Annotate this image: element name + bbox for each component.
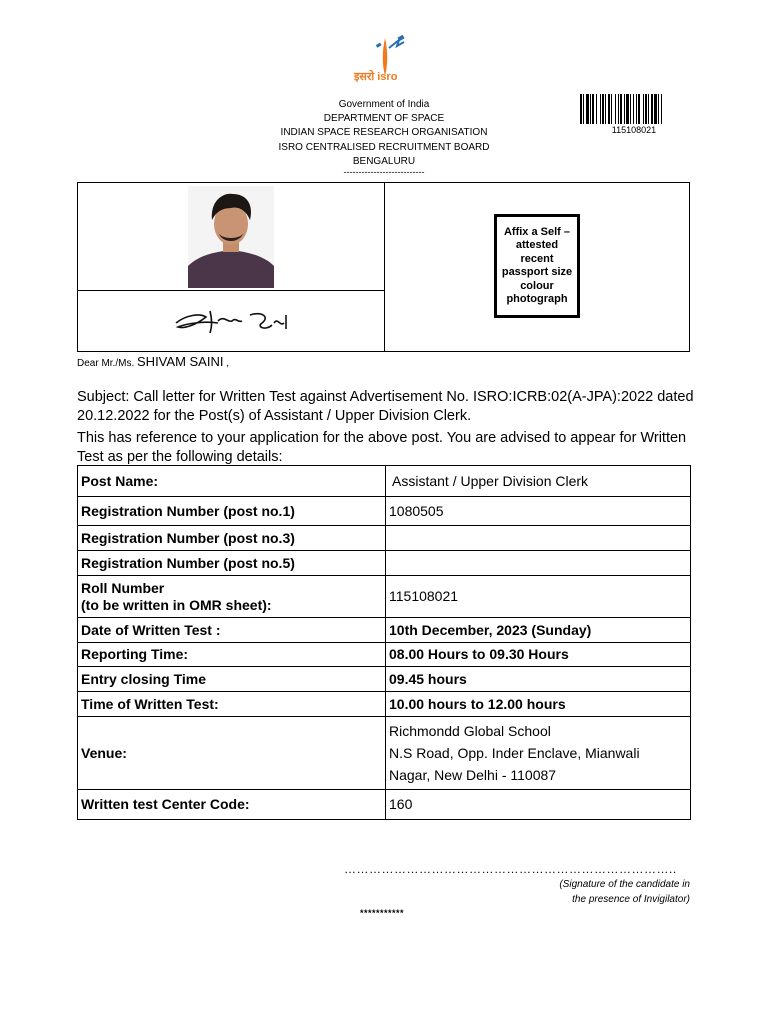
test-date-value: 10th December, 2023 (Sunday)	[386, 618, 691, 643]
signature-text: Shivam Saini	[166, 293, 172, 294]
post-name-label: Post Name:	[78, 466, 386, 497]
reporting-time-value: 08.00 Hours to 09.30 Hours	[386, 643, 691, 667]
registration-3-label: Registration Number (post no.3)	[78, 526, 386, 551]
registration-3-value	[386, 526, 691, 551]
test-time-value: 10.00 hours to 12.00 hours	[386, 692, 691, 717]
venue-value	[386, 717, 691, 790]
table-row	[78, 466, 691, 497]
venue-line-1: Richmondd Global School	[389, 723, 551, 739]
entry-closing-value: 09.45 hours	[386, 667, 691, 692]
salutation-prefix: Dear Mr./Ms.	[77, 358, 135, 369]
affix-instruction: Affix a Self – attested recent passport size colour photograph	[501, 225, 573, 305]
roll-number-value: 115108021	[386, 576, 691, 618]
barcode-number: 115108021	[611, 125, 657, 135]
venue-label: Venue:	[78, 717, 386, 790]
table-row	[78, 497, 691, 526]
logo-text: इसरो isro	[354, 71, 398, 83]
table-row	[78, 551, 691, 576]
reference-paragraph: This has reference to your application for the above post. You are advised to appear for Written Test as per the following details:	[77, 430, 687, 465]
subject-line: Subject: Call letter for Written Test against Advertisement No. ISRO:ICRB:02(A-JPA):2022 dated 20.12.2022 for the Post(s) of Assistant / Upper Division Clerk.	[77, 389, 694, 424]
entry-closing-label: Entry closing Time	[78, 667, 386, 692]
venue-line-2: N.S Road, Opp. Inder Enclave, Mianwali	[389, 745, 640, 761]
roll-number-label-line2: (to be written in OMR sheet):	[81, 596, 272, 613]
signature-divider	[77, 290, 384, 291]
salutation-suffix: ,	[226, 358, 230, 369]
post-name-value: Assistant / Upper Division Clerk	[386, 466, 691, 497]
table-row	[78, 526, 691, 551]
table-row	[78, 717, 691, 790]
registration-1-label: Registration Number (post no.1)	[78, 497, 386, 526]
test-time-label: Time of Written Test:	[78, 692, 386, 717]
table-row	[78, 667, 691, 692]
table-row	[78, 692, 691, 717]
center-code-value: 160	[386, 790, 691, 820]
registration-5-value	[386, 551, 691, 576]
signature-note-line2: the presence of Invigilator)	[572, 894, 690, 905]
header-underline: ---------------------------	[343, 167, 425, 177]
photo-divider	[384, 182, 385, 352]
header-line-3: INDIAN SPACE RESEARCH ORGANISATION	[280, 127, 488, 138]
affix-photo-box	[494, 214, 580, 318]
center-code-label: Written test Center Code:	[78, 790, 386, 820]
footer-stars: ***********	[360, 908, 405, 918]
roll-number-label-line1: Roll Number	[81, 579, 165, 596]
table-row	[78, 790, 691, 820]
candidate-signature	[166, 293, 296, 347]
signature-note-line1: (Signature of the candidate in	[559, 879, 690, 890]
header-line-4: ISRO CENTRALISED RECRUITMENT BOARD	[278, 142, 490, 153]
table-row	[78, 576, 691, 618]
venue-line-3: Nagar, New Delhi - 110087	[389, 767, 557, 783]
registration-1-value: 1080505	[386, 497, 691, 526]
header-line-5: BENGALURU	[352, 156, 416, 167]
header-line-2: DEPARTMENT OF SPACE	[323, 113, 445, 124]
table-row	[78, 643, 691, 667]
candidate-name: SHIVAM SAINI	[137, 354, 224, 369]
registration-5-label: Registration Number (post no.5)	[78, 551, 386, 576]
test-date-label: Date of Written Test :	[78, 618, 386, 643]
reporting-time-label: Reporting Time:	[78, 643, 386, 667]
signature-line: ……………………………………………………………………..	[344, 864, 677, 874]
table-row	[78, 618, 691, 643]
salutation	[77, 352, 229, 374]
roll-number-label	[78, 576, 386, 618]
barcode	[580, 94, 688, 124]
candidate-photo	[188, 186, 274, 288]
isro-logo	[352, 34, 422, 94]
exam-details-table	[77, 465, 691, 820]
header-line-1: Government of India	[338, 99, 430, 110]
